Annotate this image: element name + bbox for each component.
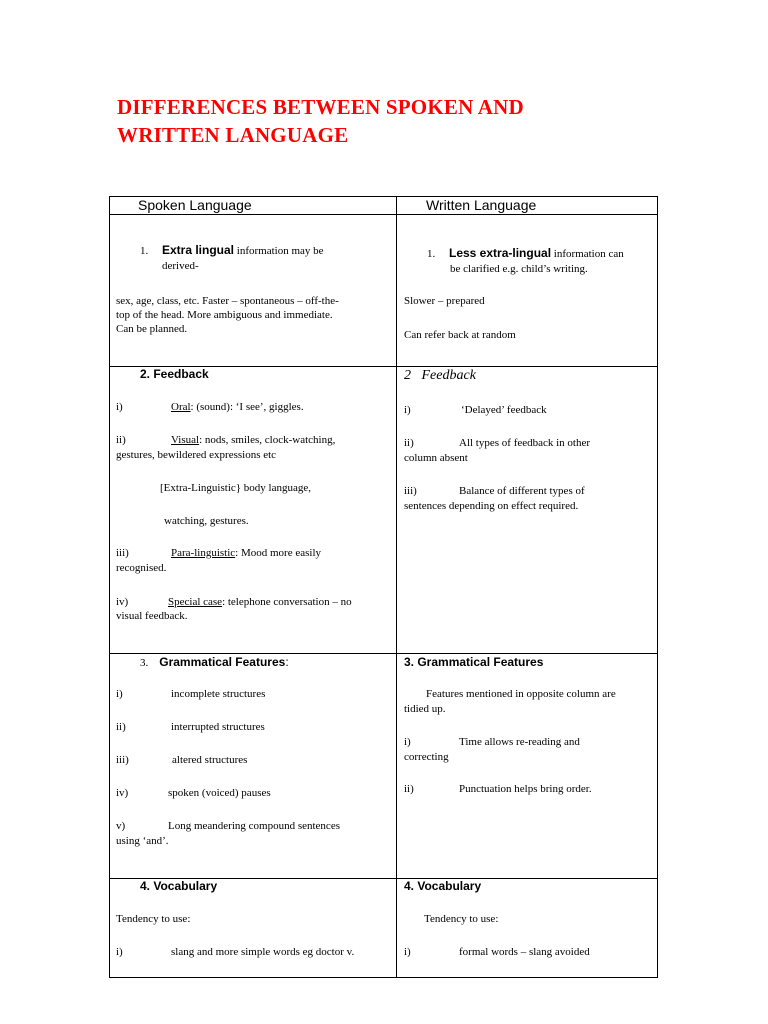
- document-title: [117, 93, 677, 149]
- written-extra-lingual-cont: be clarified e.g. child’s writing.: [450, 263, 588, 275]
- title-line-1: DIFFERENCES BETWEEN SPOKEN AND: [117, 95, 524, 119]
- spoken-grammatical-v-cont: using ‘and’.: [116, 835, 169, 847]
- spoken-grammatical-v-num: v): [116, 820, 126, 832]
- spoken-grammatical-v: Long meandering compound sentences: [168, 820, 340, 832]
- written-feedback-iii: Balance of different types of: [459, 485, 585, 497]
- written-row1-line-1: Slower – prepared: [404, 295, 485, 307]
- written-grammatical-i-num: i): [404, 736, 411, 748]
- written-grammatical-p1-cont: tidied up.: [404, 703, 446, 715]
- spoken-grammatical-heading: 3. Grammatical Features:: [140, 655, 289, 669]
- spoken-row1-line-1: sex, age, class, etc. Faster – spontaneous – off-the-: [116, 295, 339, 307]
- written-feedback-i: ‘Delayed’ feedback: [461, 404, 547, 416]
- written-vocabulary-i-num: i): [404, 946, 411, 958]
- header-written-language: Written Language: [426, 197, 537, 213]
- spoken-feedback-iii: Para-linguistic: Mood more easily: [171, 547, 322, 559]
- spoken-row1-line-2: top of the head. More ambiguous and immediate.: [116, 309, 333, 321]
- spoken-feedback-iii-num: iii): [116, 547, 129, 559]
- spoken-feedback-i-num: i): [116, 401, 123, 413]
- spoken-vocabulary-heading: 4. Vocabulary: [140, 879, 218, 893]
- written-grammatical-ii: Punctuation helps bring order.: [459, 783, 592, 795]
- header-row-divider: [109, 214, 658, 215]
- title-line-2: WRITTEN LANGUAGE: [117, 123, 349, 147]
- written-grammatical-heading: 3. Grammatical Features: [404, 655, 544, 669]
- spoken-feedback-iv-num: iv): [116, 596, 129, 608]
- spoken-extra-linguistic-line-2: watching, gestures.: [164, 515, 249, 527]
- spoken-feedback-iii-cont: recognised.: [116, 562, 167, 574]
- written-feedback-iii-cont: sentences depending on effect required.: [404, 500, 579, 512]
- column-divider: [396, 196, 397, 978]
- spoken-vocabulary-i-num: i): [116, 946, 123, 958]
- spoken-grammatical-i: incomplete structures: [171, 688, 266, 700]
- spoken-feedback-i: Oral: (sound): ‘I see’, giggles.: [171, 401, 304, 413]
- spoken-feedback-ii-num: ii): [116, 434, 126, 446]
- written-vocabulary-i: formal words – slang avoided: [459, 946, 590, 958]
- row-divider-2: [109, 653, 658, 654]
- header-spoken-language: Spoken Language: [138, 197, 252, 213]
- written-row1-line-2: Can refer back at random: [404, 329, 516, 341]
- written-feedback-heading: 2 Feedback: [404, 368, 476, 383]
- spoken-feedback-ii-cont: gestures, bewildered expressions etc: [116, 449, 277, 461]
- spoken-vocabulary-i: slang and more simple words eg doctor v.: [171, 946, 355, 958]
- written-feedback-iii-num: iii): [404, 485, 417, 497]
- spoken-row1-line-3: Can be planned.: [116, 323, 188, 335]
- written-vocabulary-heading: 4. Vocabulary: [404, 879, 482, 893]
- spoken-extra-lingual-cont: derived-: [162, 260, 199, 272]
- spoken-grammatical-ii-num: ii): [116, 721, 126, 733]
- spoken-extra-linguistic-line-1: [Extra-Linguistic} body language,: [160, 482, 311, 494]
- written-grammatical-p1: Features mentioned in opposite column are: [426, 688, 616, 700]
- spoken-extra-lingual-item: 1. Extra lingual information may be: [140, 243, 324, 257]
- spoken-grammatical-iv-num: iv): [116, 787, 129, 799]
- written-extra-lingual-item: 1. Less extra-lingual information can: [427, 246, 624, 260]
- spoken-feedback-ii: Visual: nods, smiles, clock-watching,: [171, 434, 336, 446]
- spoken-vocabulary-p1: Tendency to use:: [116, 913, 191, 925]
- spoken-grammatical-ii: interrupted structures: [171, 721, 265, 733]
- spoken-grammatical-iii-num: iii): [116, 754, 129, 766]
- written-vocabulary-p1: Tendency to use:: [424, 913, 499, 925]
- written-feedback-ii-num: ii): [404, 437, 414, 449]
- spoken-feedback-iv-cont: visual feedback.: [116, 610, 188, 622]
- written-grammatical-i: Time allows re-reading and: [459, 736, 580, 748]
- spoken-grammatical-iii: altered structures: [172, 754, 248, 766]
- written-feedback-i-num: i): [404, 404, 411, 416]
- written-grammatical-ii-num: ii): [404, 783, 414, 795]
- spoken-grammatical-i-num: i): [116, 688, 123, 700]
- spoken-grammatical-iv: spoken (voiced) pauses: [168, 787, 271, 799]
- written-feedback-ii: All types of feedback in other: [459, 437, 591, 449]
- spoken-feedback-heading: 2. Feedback: [140, 367, 209, 381]
- written-feedback-ii-cont: column absent: [404, 452, 468, 464]
- spoken-feedback-iv: Special case: telephone conversation – no: [168, 596, 352, 608]
- written-grammatical-i-cont: correcting: [404, 751, 449, 763]
